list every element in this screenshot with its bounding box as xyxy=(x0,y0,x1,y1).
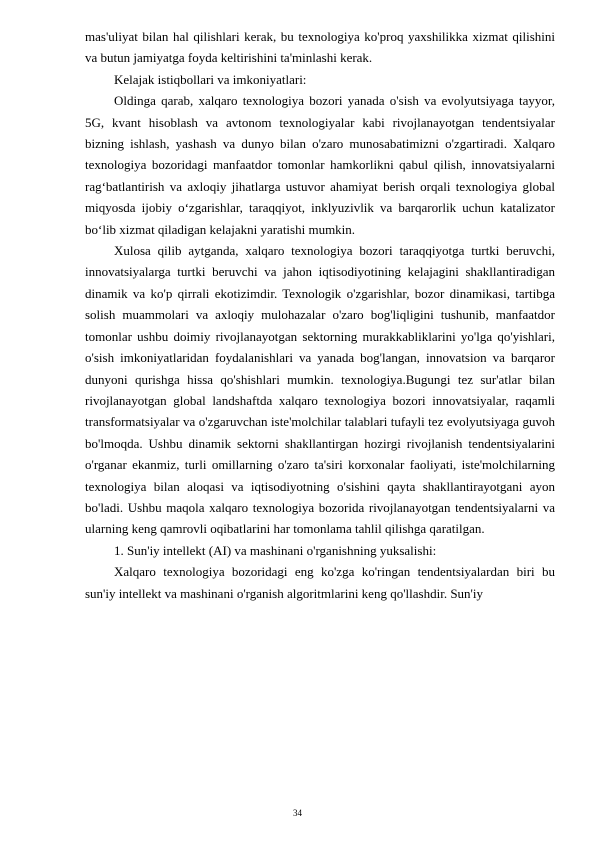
paragraph-future-prospects: Oldinga qarab, xalqaro texnologiya bozori yanada o'sish va evolyutsiyaga tayyor, 5G, kvant hisoblash va avtonom texnologiyalar kabi rivojlanayotgan tendentsiyalar bizning ishlash, yashash va dunyo bilan o'zaro munosabatimizni o'zgartiradi. Xalqaro texnologiya bozoridagi manfaatdor tomonlar hamkorlikni qabul qilish, innovatsiyalarni rag‘batlantirish va axloqiy jihatlarga ustuvor ahamiyat berish orqali texnologiya global miqyosda ijobiy o‘zgarishlar, taraqqiyot, inklyuzivlik va barqarorlik uchun katalizator bo‘lib xizmat qiladigan kelajakni yaratishi mumkin. xyxy=(85,93,555,237)
paragraph-continuation: mas'uliyat bilan hal qilishlari kerak, bu texnologiya ko'proq yaxshilikka xizmat qilishini va butun jamiyatga foyda keltirishini ta'minlashi kerak. xyxy=(85,29,555,66)
paragraph-conclusion: Xulosa qilib aytganda, xalqaro texnologiya bozori taraqqiyotga turtki beruvchi, innovatsiyalarga turtki beruvchi va jahon iqtisodiyotining kelajagini shakllantiradigan dinamik va ko'p qirrali ekotizimdir. Texnologik o'zgarishlar, bozor dinamikasi, tartibga solish muammolari va axloqiy mulohazalar o'zaro bog'liqligini tushunib, manfaatdor tomonlar ushbu doimiy rivojlanayotgan sektorning murakkabliklarini yo'lga qo'yishlari, o'sish imkoniyatlaridan foydalanishlari va yanada bog'langan, innovatsion va barqaror dunyoni qurishga hissa qo'shishlari mumkin. texnologiya.Bugungi tez sur'atlar bilan rivojlanayotgan global landshaftda xalqaro texnologiya bozori innovatsiyalar, raqamli transformatsiyalar va o'zgaruvchan iste'molchilar talablari tufayli tez evolyutsiyaga guvoh bo'lmoqda. Ushbu dinamik sektorni shakllantirgan hozirgi rivojlanish tendentsiyalarini o'rganar ekanmiz, turli omillarning o'zaro ta'siri korxonalar faoliyati, iste'molchilarning texnologiya bilan aloqasi va iqtisodiyotning o'sishini qayta shakllantirayotgani ayon bo'ladi. Ushbu maqola xalqaro texnologiya bozorida rivojlanayotgan tendentsiyalarni va ularning keng qamrovli oqibatlarini har tomonlama tahlil qilishga qaratilgan. xyxy=(85,243,555,537)
section-heading-ai: 1. Sun'iy intellekt (AI) va mashinani o'rganishning yuksalishi: xyxy=(114,542,437,558)
paragraph-ai: Xalqaro texnologiya bozoridagi eng ko'zga ko'ringan tendentsiyalardan biri bu sun'iy intellekt va mashinani o'rganish algoritmlarini keng qo'llashdir. Sun'iy xyxy=(85,564,555,601)
document-page xyxy=(85,26,555,604)
page-number: 34 xyxy=(293,808,302,818)
section-heading-future-prospects: Kelajak istiqbollari va imkoniyatlari: xyxy=(114,71,307,87)
